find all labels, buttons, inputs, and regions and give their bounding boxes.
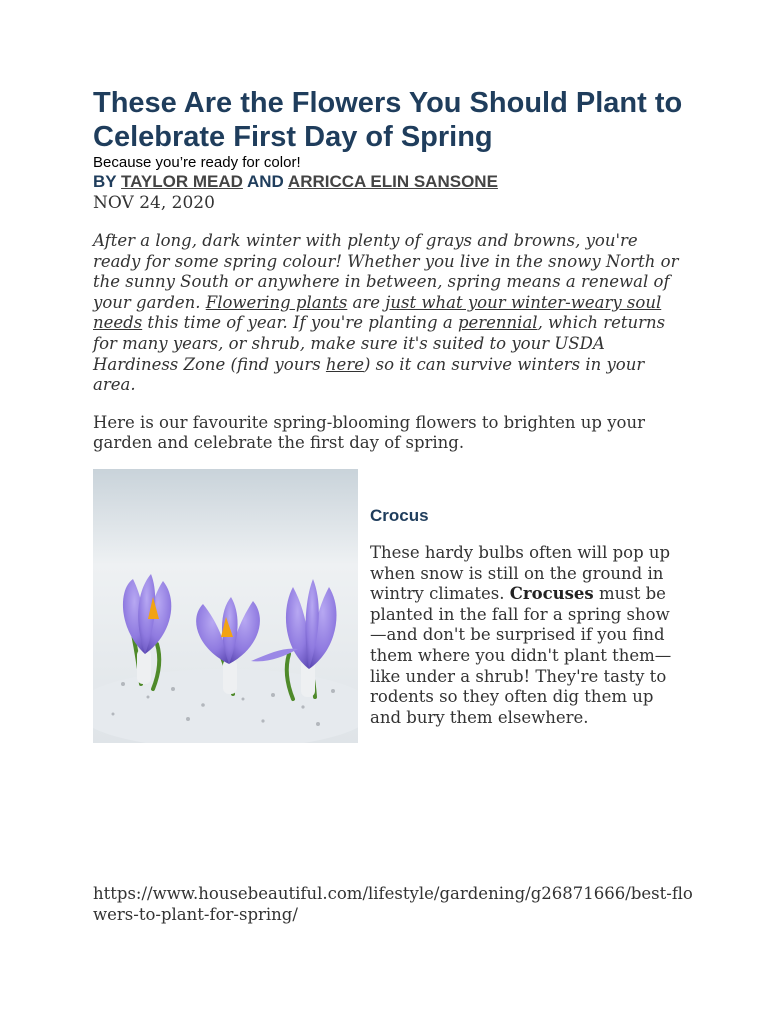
perennial-link[interactable]: perennial	[457, 313, 538, 333]
source-url: https://www.housebeautiful.com/lifestyle/gardening/g26871666/best-flowers-to-plant-for-spring/	[93, 884, 693, 924]
intro-text: ) so it can survive winters in your area.	[93, 354, 645, 395]
flowering-plants-link[interactable]: Flowering plants	[205, 292, 348, 312]
byline-and: AND	[246, 172, 284, 191]
byline-by: BY	[93, 172, 117, 191]
author-link-arricca-elin-sansone[interactable]: ARRICCA ELIN SANSONE	[287, 172, 498, 191]
crocus-photo	[93, 469, 358, 743]
intro-text: this time of year. If you're planting a	[142, 313, 458, 333]
crocus-heading: Crocus	[370, 505, 429, 525]
crocus-feature	[93, 469, 683, 747]
author-link-taylor-mead[interactable]: TAYLOR MEAD	[121, 172, 243, 191]
intro-text: are	[347, 292, 386, 312]
crocus-text: must be planted in the fall for a spring show—and don't be surprised if you find them where you didn't plant them—like under a shrub! They're tasty to rodents so they often dig them up and bury them elsewhere.	[370, 584, 672, 727]
publish-date: NOV 24, 2020	[93, 193, 215, 213]
article-title: These Are the Flowers You Should Plant to Celebrate First Day of Spring	[93, 87, 683, 153]
intro-paragraph	[93, 231, 683, 396]
crocus-text: These hardy bulbs often will pop up when snow is still on the ground in wintry climates.	[370, 542, 671, 604]
crocuses-bold: Crocuses	[509, 584, 594, 604]
hardiness-zone-link[interactable]: here	[325, 354, 364, 374]
intro-text: , which returns for many years, or shrub, make sure it's suited to your USDA Hardiness Zone (find yours	[93, 313, 666, 374]
article	[93, 86, 683, 747]
winter-weary-soul-link[interactable]: just what your winter-weary soul needs	[93, 292, 662, 333]
byline	[93, 172, 683, 192]
intro-text: After a long, dark winter with plenty of grays and browns, you're ready for some spring colour! Whether you live in the snowy North or the sunny South or anywhere in between, spring means a renewal of your garden.	[93, 231, 679, 312]
article-subtitle: Because you’re ready for color!	[93, 154, 301, 171]
lead-paragraph: Here is our favourite spring-blooming flowers to brighten up your garden and celebrate the first day of spring.	[93, 412, 646, 453]
